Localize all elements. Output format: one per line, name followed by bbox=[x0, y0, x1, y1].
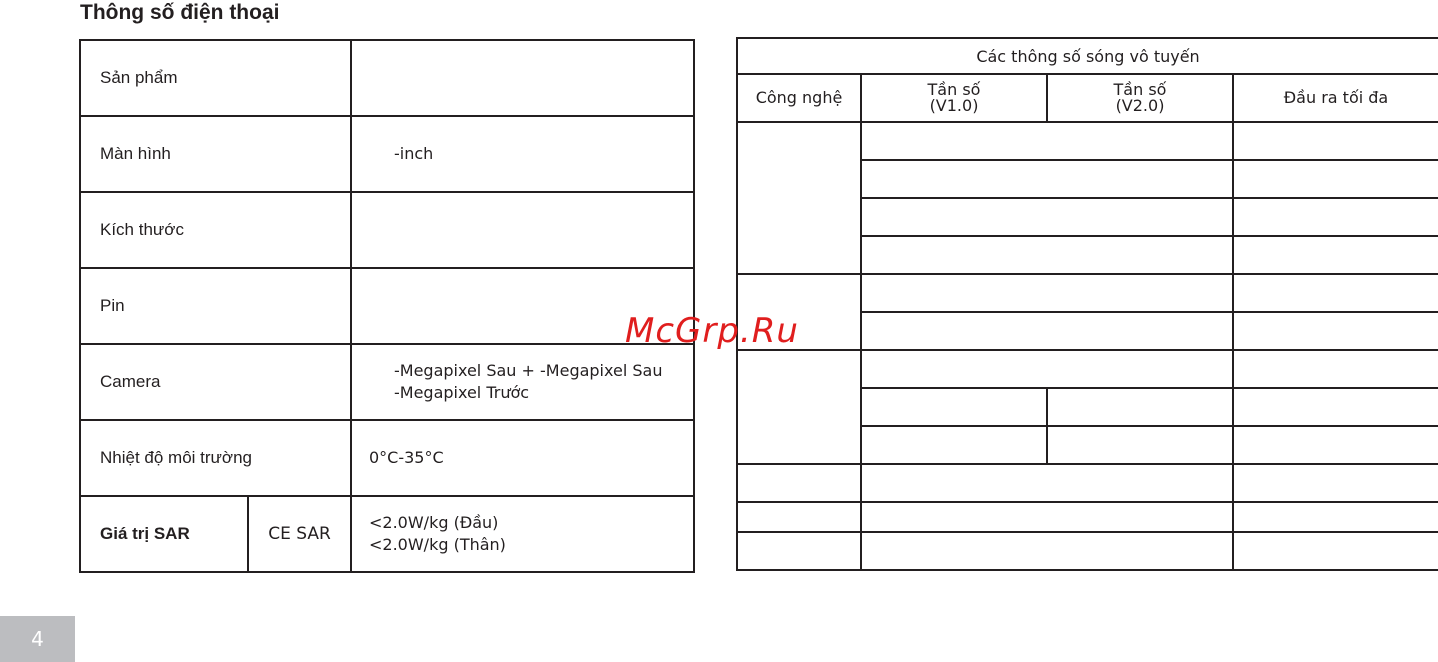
spec-label: Sản phẩm bbox=[80, 40, 351, 116]
radio-caption: Các thông số sóng vô tuyến bbox=[737, 38, 1438, 74]
spec-row-temperature bbox=[80, 420, 694, 496]
table-row bbox=[737, 122, 1438, 160]
tech-cell bbox=[737, 350, 861, 464]
spec-value bbox=[351, 40, 694, 116]
header-frequency-v1 bbox=[861, 74, 1047, 122]
frequency-v1-cell bbox=[861, 388, 1047, 426]
frequency-cell bbox=[861, 198, 1233, 236]
sar-value-line: <2.0W/kg (Thân) bbox=[369, 535, 506, 554]
frequency-cell bbox=[861, 274, 1233, 312]
frequency-v1-cell bbox=[861, 426, 1047, 464]
radio-header-row bbox=[737, 74, 1438, 122]
frequency-cell bbox=[861, 532, 1233, 570]
output-cell bbox=[1233, 122, 1438, 160]
frequency-cell bbox=[861, 122, 1233, 160]
table-row bbox=[737, 350, 1438, 388]
spec-row-camera bbox=[80, 344, 694, 420]
spec-row-battery bbox=[80, 268, 694, 344]
spec-row-screen bbox=[80, 116, 694, 192]
phone-spec-table bbox=[79, 39, 695, 573]
tech-cell bbox=[737, 502, 861, 532]
table-row bbox=[737, 502, 1438, 532]
header-frequency-v2 bbox=[1047, 74, 1233, 122]
sar-label: Giá trị SAR bbox=[80, 496, 248, 572]
sar-value-line: <2.0W/kg (Đầu) bbox=[369, 513, 499, 532]
tech-cell bbox=[737, 464, 861, 502]
output-cell bbox=[1233, 236, 1438, 274]
camera-line: -Megapixel Trước bbox=[394, 383, 530, 402]
spec-label: Màn hình bbox=[80, 116, 351, 192]
output-cell bbox=[1233, 426, 1438, 464]
header-technology: Công nghệ bbox=[737, 74, 861, 122]
output-cell bbox=[1233, 350, 1438, 388]
frequency-v2-cell bbox=[1047, 388, 1233, 426]
page-title: Thông số điện thoại bbox=[80, 1, 280, 24]
tech-cell bbox=[737, 122, 861, 274]
output-cell bbox=[1233, 160, 1438, 198]
output-cell bbox=[1233, 274, 1438, 312]
spec-value: 0°C-35°C bbox=[351, 420, 694, 496]
output-cell bbox=[1233, 502, 1438, 532]
frequency-cell bbox=[861, 236, 1233, 274]
radio-spec-table bbox=[736, 37, 1438, 571]
frequency-cell bbox=[861, 312, 1233, 350]
spec-value bbox=[351, 344, 694, 420]
table-row bbox=[737, 274, 1438, 312]
header-version: (V1.0) bbox=[929, 96, 979, 115]
spec-row-size bbox=[80, 192, 694, 268]
output-cell bbox=[1233, 532, 1438, 570]
output-cell bbox=[1233, 198, 1438, 236]
spec-value: -inch bbox=[351, 116, 694, 192]
sar-standard: CE SAR bbox=[248, 496, 351, 572]
spec-row-sar bbox=[80, 496, 694, 572]
spec-value bbox=[351, 192, 694, 268]
table-row bbox=[737, 464, 1438, 502]
output-cell bbox=[1233, 312, 1438, 350]
spec-label: Nhiệt độ môi trường bbox=[80, 420, 351, 496]
output-cell bbox=[1233, 388, 1438, 426]
frequency-cell bbox=[861, 350, 1233, 388]
frequency-cell bbox=[861, 502, 1233, 532]
frequency-cell bbox=[861, 160, 1233, 198]
watermark: McGrp.Ru bbox=[625, 311, 799, 351]
sar-values bbox=[351, 496, 694, 572]
header-max-output: Đầu ra tối đa bbox=[1233, 74, 1438, 122]
output-cell bbox=[1233, 464, 1438, 502]
spec-label: Kích thước bbox=[80, 192, 351, 268]
camera-line: -Megapixel Sau + -Megapixel Sau bbox=[394, 361, 663, 380]
header-frequency-label: Tần số bbox=[1113, 80, 1167, 99]
page-number: 4 bbox=[0, 616, 75, 662]
spec-label: Pin bbox=[80, 268, 351, 344]
spec-label: Camera bbox=[80, 344, 351, 420]
tech-cell bbox=[737, 532, 861, 570]
frequency-v2-cell bbox=[1047, 426, 1233, 464]
header-version: (V2.0) bbox=[1115, 96, 1165, 115]
frequency-cell bbox=[861, 464, 1233, 502]
table-row bbox=[737, 532, 1438, 570]
spec-row-product bbox=[80, 40, 694, 116]
header-frequency-label: Tần số bbox=[927, 80, 981, 99]
